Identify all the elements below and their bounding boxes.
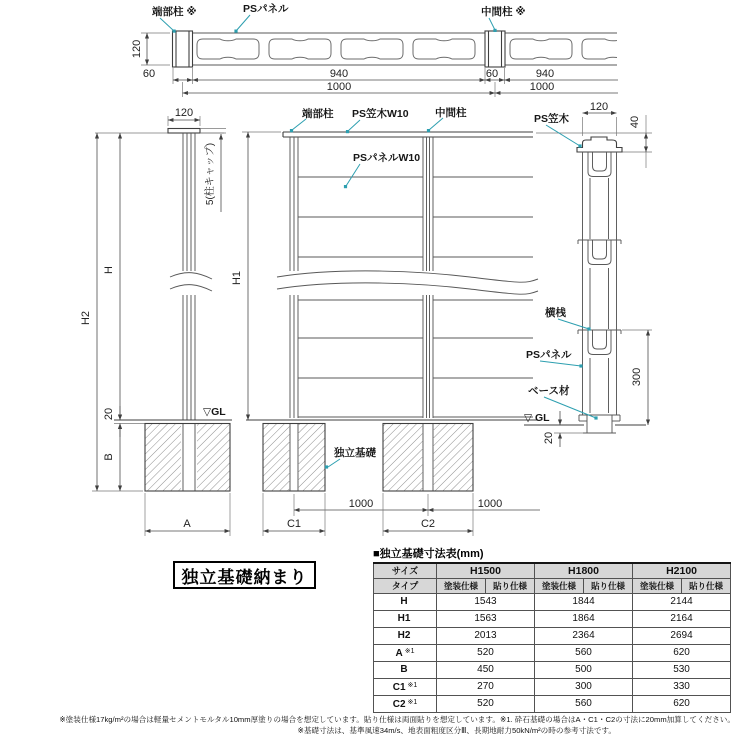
front-mid-post-label: 中間柱 bbox=[435, 107, 467, 119]
side-cap-dim-label: 5(柱キャップ) bbox=[205, 142, 216, 206]
table-row-C1 bbox=[374, 678, 731, 695]
break-line bbox=[170, 285, 212, 291]
cell-value: 620 bbox=[633, 695, 731, 712]
section-cap-profile bbox=[577, 137, 622, 152]
side-elevation bbox=[80, 107, 232, 536]
front-cap-label: PS笠木W10 bbox=[352, 108, 409, 120]
break-line bbox=[277, 283, 538, 294]
foundation-label: 独立基礎 bbox=[334, 447, 376, 459]
break-line bbox=[277, 271, 538, 282]
spec-paste-cell: 貼り仕様 bbox=[682, 578, 731, 593]
cell-value: 2144 bbox=[633, 593, 731, 610]
section-base-label: ベース材 bbox=[528, 385, 570, 397]
plan-dim-120-label: 120 bbox=[131, 39, 143, 59]
table-row-H bbox=[374, 593, 731, 610]
section-dim-20-label: 20 bbox=[543, 431, 555, 445]
section-dim-40 bbox=[620, 115, 652, 168]
section-dim-300 bbox=[622, 330, 652, 425]
side-ground bbox=[114, 406, 232, 420]
front-cap bbox=[283, 132, 533, 137]
front-dims-bottom bbox=[263, 493, 540, 536]
section-dim-120 bbox=[583, 101, 617, 136]
table-row-C2 bbox=[374, 695, 731, 712]
row-label: H bbox=[374, 593, 437, 610]
side-dim-20 bbox=[103, 406, 145, 437]
side-dim-B bbox=[103, 424, 120, 492]
spec-paste-cell: 貼り仕様 bbox=[584, 578, 633, 593]
section-top-channel bbox=[588, 152, 611, 177]
plan-mid-post-label: 中間柱 ※ bbox=[481, 6, 526, 18]
plan-view bbox=[131, 2, 644, 97]
dim-C2-label: C2 bbox=[420, 518, 436, 530]
plan-posts bbox=[173, 31, 506, 67]
section-dim-300-label: 300 bbox=[631, 367, 643, 387]
spec-paint-cell: 塗装仕様 bbox=[633, 578, 682, 593]
section-dim-40-label: 40 bbox=[629, 115, 641, 129]
plan-dim-60a-label: 60 bbox=[142, 68, 156, 80]
plan-dims-bottom bbox=[143, 68, 618, 97]
plan-dim-940b-label: 940 bbox=[535, 68, 555, 80]
table-type-row bbox=[374, 578, 731, 593]
cell-value: 1563 bbox=[437, 610, 535, 627]
row-label: H1 bbox=[374, 610, 437, 627]
section-gl-label: ▽ GL bbox=[524, 412, 550, 424]
cell-value: 450 bbox=[437, 661, 535, 678]
front-dim-H1 bbox=[231, 132, 281, 420]
spec-paint-cell: 塗装仕様 bbox=[437, 578, 486, 593]
plan-end-post-label: 端部柱 ※ bbox=[152, 6, 197, 18]
plan-labels bbox=[151, 2, 526, 33]
cell-value: 2694 bbox=[633, 627, 731, 644]
table-row-B bbox=[374, 661, 731, 678]
side-dim-H2 bbox=[80, 133, 143, 491]
side-dim-H bbox=[103, 133, 120, 420]
plan-dim-1000b-label: 1000 bbox=[529, 81, 555, 93]
front-panel-label: PSパネルW10 bbox=[353, 152, 421, 164]
dim-H-label: H bbox=[103, 266, 115, 274]
front-end-post-label: 端部柱 bbox=[302, 108, 334, 120]
plan-dim-940a-label: 940 bbox=[329, 68, 349, 80]
section-base-profile bbox=[579, 415, 620, 433]
side-dim-120-label: 120 bbox=[174, 107, 194, 119]
table-size-row bbox=[374, 563, 731, 578]
cell-value: 560 bbox=[535, 644, 633, 661]
dim-A-label: A bbox=[183, 518, 191, 530]
caption-box bbox=[173, 561, 316, 589]
dim-C1-label: C1 bbox=[286, 518, 302, 530]
dim-H2-label: H2 bbox=[80, 310, 92, 326]
cell-value: 2364 bbox=[535, 627, 633, 644]
front-foundation-label bbox=[325, 446, 377, 469]
foundation-dimension-table bbox=[373, 562, 731, 713]
plan-dim-60b-label: 60 bbox=[485, 68, 499, 80]
cell-value: 270 bbox=[437, 678, 535, 695]
cell-value: 2164 bbox=[633, 610, 731, 627]
row-label: H2 bbox=[374, 627, 437, 644]
spec-paste-cell: 貼り仕様 bbox=[486, 578, 535, 593]
section-rail-label: 横桟 bbox=[545, 307, 566, 319]
cell-value: 1543 bbox=[437, 593, 535, 610]
footnote-1: ※塗装仕様17kg/m²の場合は軽量セメントモルタル10mm厚塗りの場合を想定しています。貼り仕様は両面貼りを想定しています。※1. 砕石基礎の場合はA・C1・C2の寸法に20mm加算してください。 bbox=[59, 715, 735, 724]
size-h2100-cell: H2100 bbox=[633, 563, 731, 578]
front-panels bbox=[277, 177, 538, 417]
cell-value: 530 bbox=[633, 661, 731, 678]
cell-value: 560 bbox=[535, 695, 633, 712]
section-labels bbox=[526, 112, 598, 420]
front-elevation bbox=[231, 106, 540, 536]
table-title: ■独立基礎寸法表(mm) bbox=[373, 548, 484, 560]
section-dim-120-label: 120 bbox=[589, 101, 609, 113]
cell-value: 520 bbox=[437, 695, 535, 712]
side-cap-dim bbox=[200, 129, 226, 213]
section-detail bbox=[524, 101, 652, 447]
dim-B-label: B bbox=[103, 453, 115, 461]
type-header-cell: タイプ bbox=[374, 578, 437, 593]
cell-value: 300 bbox=[535, 678, 633, 695]
plan-dim-1000a-label: 1000 bbox=[326, 81, 352, 93]
side-dim-20-label: 20 bbox=[103, 407, 115, 421]
front-dim-1000b-label: 1000 bbox=[477, 498, 503, 510]
row-label: C2 $^{※1}$ bbox=[374, 695, 437, 712]
dim-H1-label: H1 bbox=[231, 270, 243, 286]
plan-dim-120 bbox=[131, 33, 170, 65]
section-rail-channel bbox=[578, 330, 621, 355]
cell-value: 620 bbox=[633, 644, 731, 661]
cell-value: 520 bbox=[437, 644, 535, 661]
side-dim-120 bbox=[168, 107, 200, 126]
section-panel-faces bbox=[583, 152, 617, 415]
front-labels bbox=[290, 106, 467, 188]
table-row-A bbox=[374, 644, 731, 661]
front-dim-1000a-label: 1000 bbox=[348, 498, 374, 510]
row-label: C1 $^{※1}$ bbox=[374, 678, 437, 695]
spec-paint-cell: 塗装仕様 bbox=[535, 578, 584, 593]
break-line bbox=[170, 273, 212, 279]
footnote-2: ※基礎寸法は、基準風速34m/s、地表面粗度区分Ⅲ、長期地耐力50kN/m²の時の参考寸法です。 bbox=[297, 726, 616, 735]
size-h1500-cell: H1500 bbox=[437, 563, 535, 578]
side-foundation bbox=[145, 424, 230, 492]
section-panel-label: PSパネル bbox=[526, 349, 572, 361]
cell-value: 2013 bbox=[437, 627, 535, 644]
size-header-cell: サイズ bbox=[374, 563, 437, 578]
plan-panel-band bbox=[193, 33, 645, 65]
section-mid-channel bbox=[578, 240, 621, 265]
section-cap-label: PS笠木 bbox=[534, 113, 570, 125]
cell-value: 500 bbox=[535, 661, 633, 678]
row-label: B bbox=[374, 661, 437, 678]
table-row-H1 bbox=[374, 610, 731, 627]
cell-value: 1864 bbox=[535, 610, 633, 627]
table-row-H2 bbox=[374, 627, 731, 644]
cell-value: 330 bbox=[633, 678, 731, 695]
cell-value: 1844 bbox=[535, 593, 633, 610]
row-label: A $^{※1}$ bbox=[374, 644, 437, 661]
size-h1800-cell: H1800 bbox=[535, 563, 633, 578]
caption-text: 独立基礎納まり bbox=[181, 567, 308, 587]
side-dim-A bbox=[145, 493, 230, 536]
plan-panel-label: PSパネル bbox=[243, 3, 289, 15]
side-gl-label: ▽GL bbox=[203, 406, 226, 418]
side-cap bbox=[168, 129, 200, 134]
